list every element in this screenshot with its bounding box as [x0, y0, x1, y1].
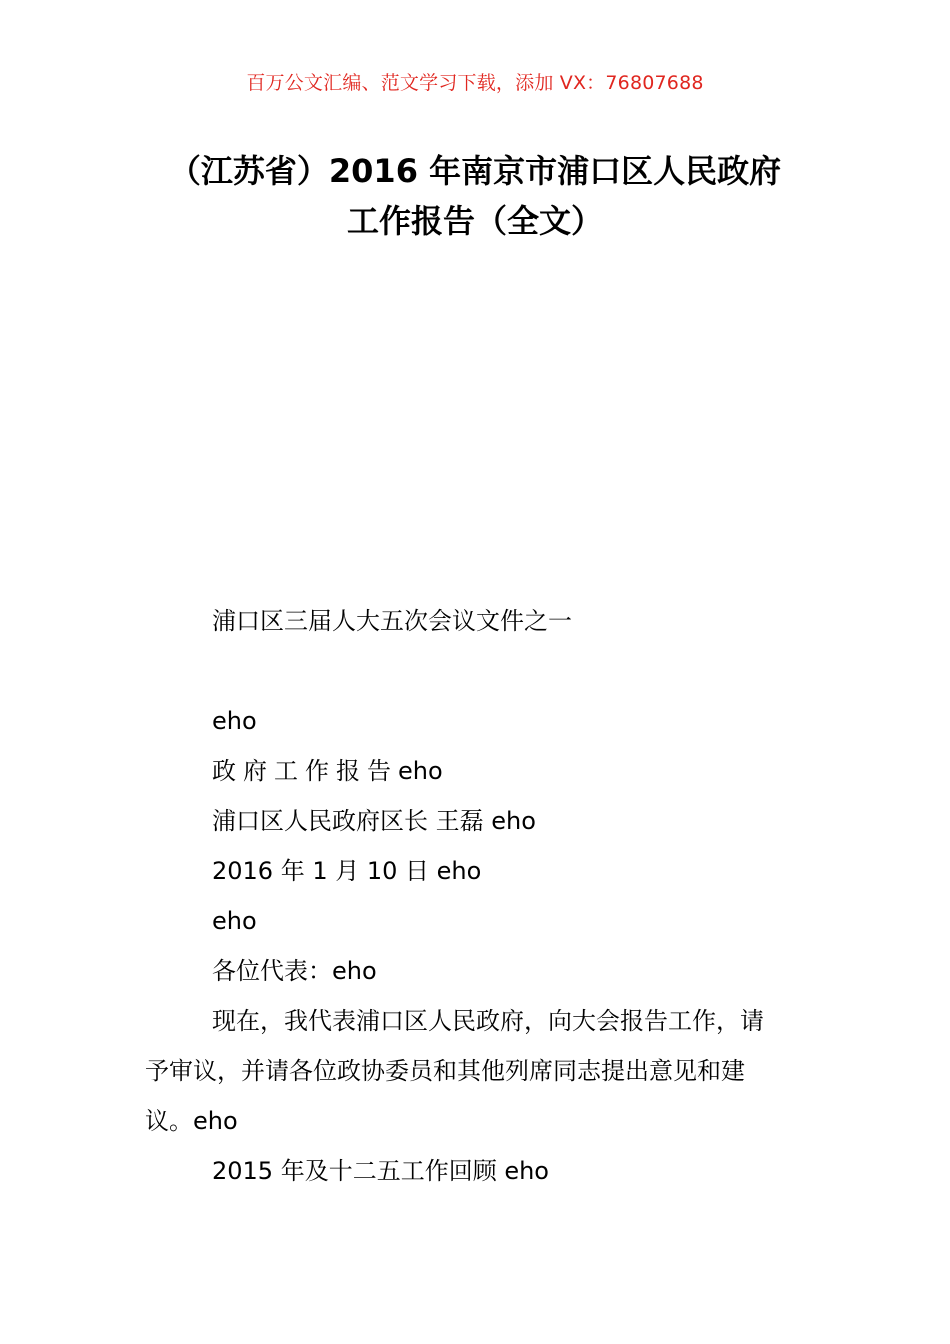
title-line-1: （江苏省）2016 年南京市浦口区人民政府 [168, 152, 782, 190]
report-heading [145, 746, 877, 796]
report-heading-suffix: eho [398, 757, 443, 785]
file-label: 浦口区三届人大五次会议文件之一 [212, 607, 572, 635]
salutation: 各位代表：eho [212, 957, 377, 985]
document-title [100, 146, 850, 246]
intro-line-2: 予审议，并请各位政协委员和其他列席同志提出意见和建 [145, 1057, 745, 1085]
section-heading: 2015 年及十二五工作回顾 eho [212, 1157, 549, 1185]
eho-line-2: eho [212, 907, 257, 935]
header-note: 百万公文汇编、范文学习下载，添加 VX：76807688 [246, 72, 704, 94]
title-line-2: 工作报告（全文） [346, 202, 603, 240]
intro-line-1: 现在，我代表浦口区人民政府，向大会报告工作，请 [212, 1007, 764, 1035]
intro-line-3: 议。eho [145, 1107, 238, 1135]
date-line: 2016 年 1 月 10 日 eho [212, 857, 482, 885]
intro-paragraph [145, 996, 813, 1146]
eho-line-1: eho [212, 707, 257, 735]
report-heading-text: 政府工作报告 [212, 757, 398, 785]
author-line: 浦口区人民政府区长 王磊 eho [212, 807, 536, 835]
